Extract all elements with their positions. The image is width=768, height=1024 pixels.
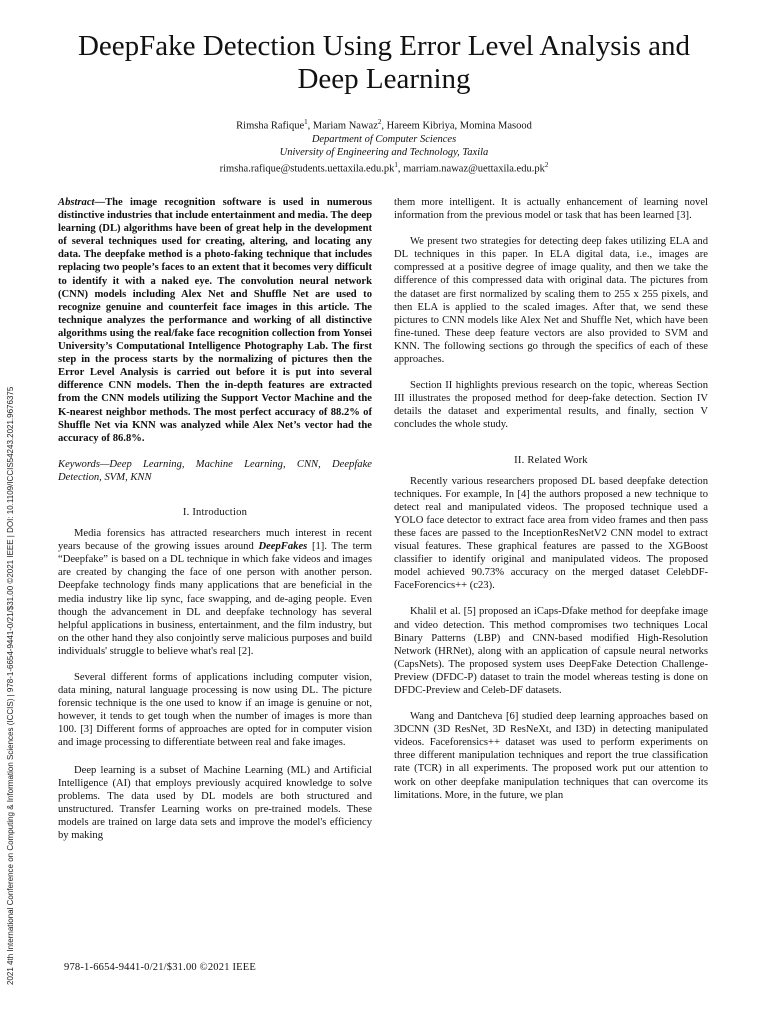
intro-paragraph-2: Several different forms of applications including computer vision, data mining, natural language processing is now using DL. The picture forensic technique is the one used to know if an image is genuine or not, however, it tends to get tough when the number of images is more than 100. [3] Different forms of approaches are opted for in computer vision and image processing to differentiate between real and fake images. [58, 672, 372, 749]
keywords: Keywords—Deep Learning, Machine Learning, CNN, Deepfake Detection, SVM, KNN [58, 458, 372, 483]
related-paragraph-2: Khalil et al. [5] proposed an iCaps-Dfake method for deepfake image and video detection. This method compromises two techniques Local Binary Patterns (LBP) and CNN-based modified High-Resolution Network (HRNet), along with an application of capsule neural networks (CapsNets). The proposed system uses DeepFake Detection Challenge-Preview (DFDC-P) dataset to train the model whereas testing is done on DFDC-Preview and Celeb-DF datasets. [394, 606, 708, 696]
department: Department of Computer Sciences [311, 133, 457, 145]
related-paragraph-1: Recently various researchers proposed DL based deepfake detection techniques. For example, In [4] the authors proposed a new technique to detect real and manipulated videos. The proposed technique used a YOLO face detector to extract face area from video frames and then pass these faces are passed to the InceptionResNetV2 CNN model to extract visual features. These graphical features are passed to the XGBoost classifier to identify original and manipulated videos. The proposed model achieved 90.73% accuracy on the merged dataset CelebDF-FaceForencics++ (c23). [394, 475, 708, 592]
section-heading-related-work: II. Related Work [514, 454, 588, 466]
intro-paragraph-5: Section II highlights previous research on the topic, whereas Section III illustrates the proposed method for deep-fake detection. Section IV details the dataset and experimental results, and finally, section V concludes the whole study. [394, 380, 708, 431]
intro-paragraph-4: We present two strategies for detecting deep fakes utilizing ELA and DL techniques in this paper. In ELA digital data, i.e., images are compressed at a positive degree of image quality, and then we take the difference of this compressed data with original data. The pictures from the dataset are first normalized by scaling them to 255 x 255 pixels, and then ELA is applied to the scaled images. After that, we send these pictures to CNN models like Alex Net and Shuffle Net, which have been fine-tuned. These deep feature vectors are also provided to SVM and KNN. The following sections go through the specifics of each of these approaches. [394, 236, 708, 366]
related-paragraph-3: Wang and Dantcheva [6] studied deep learning approaches based on 3DCNN (3D ResNet, 3D ResNeXt, and I3D) in detecting manipulated videos. Faceforensics++ dataset was used to perform experiments on three different manipulation techniques and report the true classification rate (TCR) in all experiments. The proposed work put our attention to work on other deepfake manipulation techniques that can overcome its limitations. More, in the future, we plan [394, 711, 708, 801]
intro-paragraph-1: Media forensics has attracted researchers much interest in recent years because of the growing issues around DeepFakes [1]. The term “Deepfake” is based on a DL technique in which fake videos and images are created by changing the face of one person with another person. Deepfake technology finds many applications that are beneficial in the media industry like lip sync, face swapping, and de-aging people. Even though the advancement in DL and deepfake technology has several helpful applications in business, entertainment, and the film industry, but on the other hand they also conjointly serve malicious purposes and build individuals' struggle to believe what's real [2]. [58, 528, 373, 657]
author-names: Rimsha Rafique$^1$, Mariam Nawaz$^2$, Hareem Kibriya, Momina Masood [236, 118, 532, 132]
abstract [58, 196, 372, 445]
abstract-text: —The image recognition software is used in numerous distinctive industries that include entertainment and media. The deep learning (DL) algorithms have been of great help in the development of several techniques used for creating, altering, and locating any data. The deepfake method is a photo-faking technique that includes replacing two people’s faces to an extent that it becomes very difficult to identify it with a naked eye. The convolution neural network (CNN) models including Alex Net and Shuffle Net are used to recognize genuine and counterfeit face images in this article. The technique analyzes the performance and working of all distinctive algorithms using the real/fake face recognition collection from Yonsei University’s Computational Intelligence Photography Lab. The first step in the process starts by the normalizing of pictures then the Error Level Analysis is carried out before it is put into several difference CNN models. Then the in-depth features are extracted from the CNN models utilizing the Support Vector Machine and the K-nearest neighbor methods. The most perfect accuracy of 88.2% of Shuffle Net via KNN was analyzed while Alex Net’s vector had the accuracy of 86.8%. [58, 197, 372, 444]
left-column [58, 196, 372, 855]
paper-title: DeepFake Detection Using Error Level Analysis and Deep Learning [77, 30, 691, 95]
footer-copyright: 978-1-6654-9441-0/21/$31.00 ©2021 IEEE [64, 962, 257, 973]
section-heading-introduction: I. Introduction [182, 506, 248, 518]
right-column [394, 196, 708, 815]
conference-side-banner: 2021 4th International Conference on Computing & Information Sciences (ICCIS) | 978-1-6654-9441-0/21/$31.00 ©2021 IEEE | DOI: 10.1109/ICCIS54243.2021.9676375 [6, 386, 15, 985]
intro-paragraph-3: Deep learning is a subset of Machine Learning (ML) and Artificial Intelligence (AI) that employs previously acquired knowledge to solve problems. The data used by DL models are both structured and unstructured. Transfer Learning works on pre-trained models. These models are trained on large data sets and improve the model's efficiency by making [58, 764, 372, 842]
author-emails: $rimsha.rafique@students.uettaxila.edu.pk^1$, $marriam.nawaz@uettaxila.edu.pk^2$ [219, 160, 549, 174]
university: University of Engineering and Technology, Taxila [279, 146, 489, 158]
intro-paragraph-continued: them more intelligent. It is actually enhancement of learning novel information from the previous model or task that has been learned [3]. [394, 197, 708, 222]
author-block [60, 116, 708, 175]
abstract-lead: Abstract [58, 197, 95, 208]
